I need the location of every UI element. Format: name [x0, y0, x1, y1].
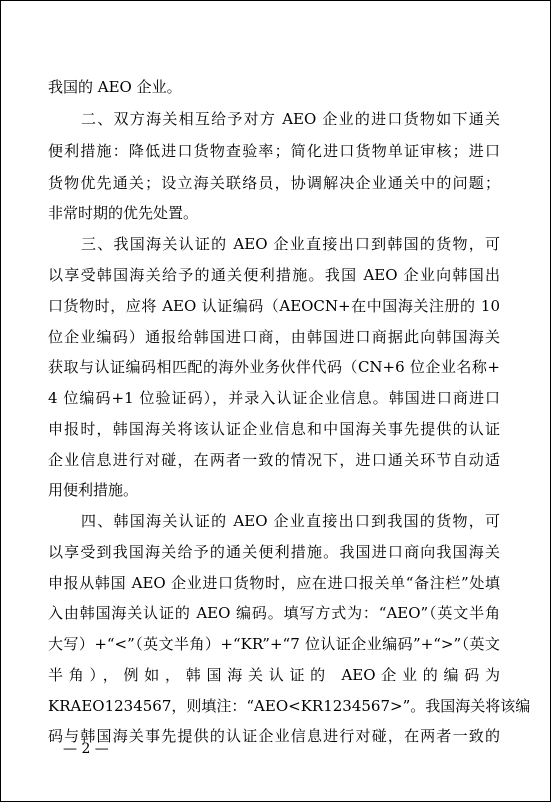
paragraph-3-line: 4 位编码+1 位验证码），并录入认证企业信息。韩国进口商进口 — [48, 389, 500, 407]
paragraph-4-line: KRAEO1234567，则填注：“AEO<KR1234567>”。我国海关将该编 — [48, 697, 531, 715]
paragraph-3-line: 以享受韩国海关给予的通关便利措施。我国 AEO 企业向韩国出 — [48, 266, 500, 284]
paragraph-2-line: 便利措施：降低进口货物查验率；简化进口货物单证审核；进口 — [48, 142, 500, 160]
paragraph-4-line: 半角），例如，韩国海关认证的 AEO企业的编码为 — [48, 666, 500, 684]
paragraph-3-line: 申报时，韩国海关将该认证企业信息和中国海关事先提供的认证 — [48, 420, 500, 438]
paragraph-4-line: 入由韩国海关认证的 AEO 编码。填写方式为：“AEO”（英文半角 — [48, 604, 500, 622]
paragraph-3-line: 企业信息进行对碰，在两者一致的情况下，进口通关环节自动适 — [48, 451, 500, 469]
paragraph-3-line: 获取与认证编码相匹配的海外业务伙伴代码（CN+6 位企业名称+ — [48, 358, 500, 376]
paragraph-3-line: 用便利措施。 — [48, 481, 139, 499]
paragraph-2-line: 非常时期的优先处置。 — [48, 204, 199, 222]
paragraph-2-line: 货物优先通关；设立海关联络员，协调解决企业通关中的问题； — [48, 174, 500, 192]
text-line: 我国的 AEO 企业。 — [48, 78, 182, 96]
paragraph-3-line: 三、我国海关认证的 AEO 企业直接出口到韩国的货物，可 — [81, 235, 500, 253]
paragraph-4-line: 以享受到我国海关给予的通关便利措施。我国进口商向我国海关 — [48, 543, 500, 561]
paragraph-3-line: 口货物时，应将 AEO 认证编码（AEOCN+在中国海关注册的 10 — [48, 297, 500, 315]
paragraph-2-line: 二、双方海关相互给予对方 AEO 企业的进口货物如下通关 — [81, 110, 500, 128]
paragraph-4-line: 码与韩国海关事先提供的认证企业信息进行对碰，在两者一致的 — [48, 727, 500, 745]
paragraph-3-line: 位企业编码）通报给韩国进口商，由韩国进口商据此向韩国海关 — [48, 328, 500, 346]
page-number: — 2 — — [63, 741, 109, 757]
paragraph-4-line: 申报从韩国 AEO 企业进口货物时，应在进口报关单“备注栏”处填 — [48, 574, 500, 592]
paragraph-4-line: 大写）+“<”（英文半角）+“KR”+“7 位认证企业编码”+“>”（英文 — [48, 635, 500, 653]
paragraph-4-line: 四、韩国海关认证的 AEO 企业直接出口到我国的货物，可 — [81, 512, 500, 530]
